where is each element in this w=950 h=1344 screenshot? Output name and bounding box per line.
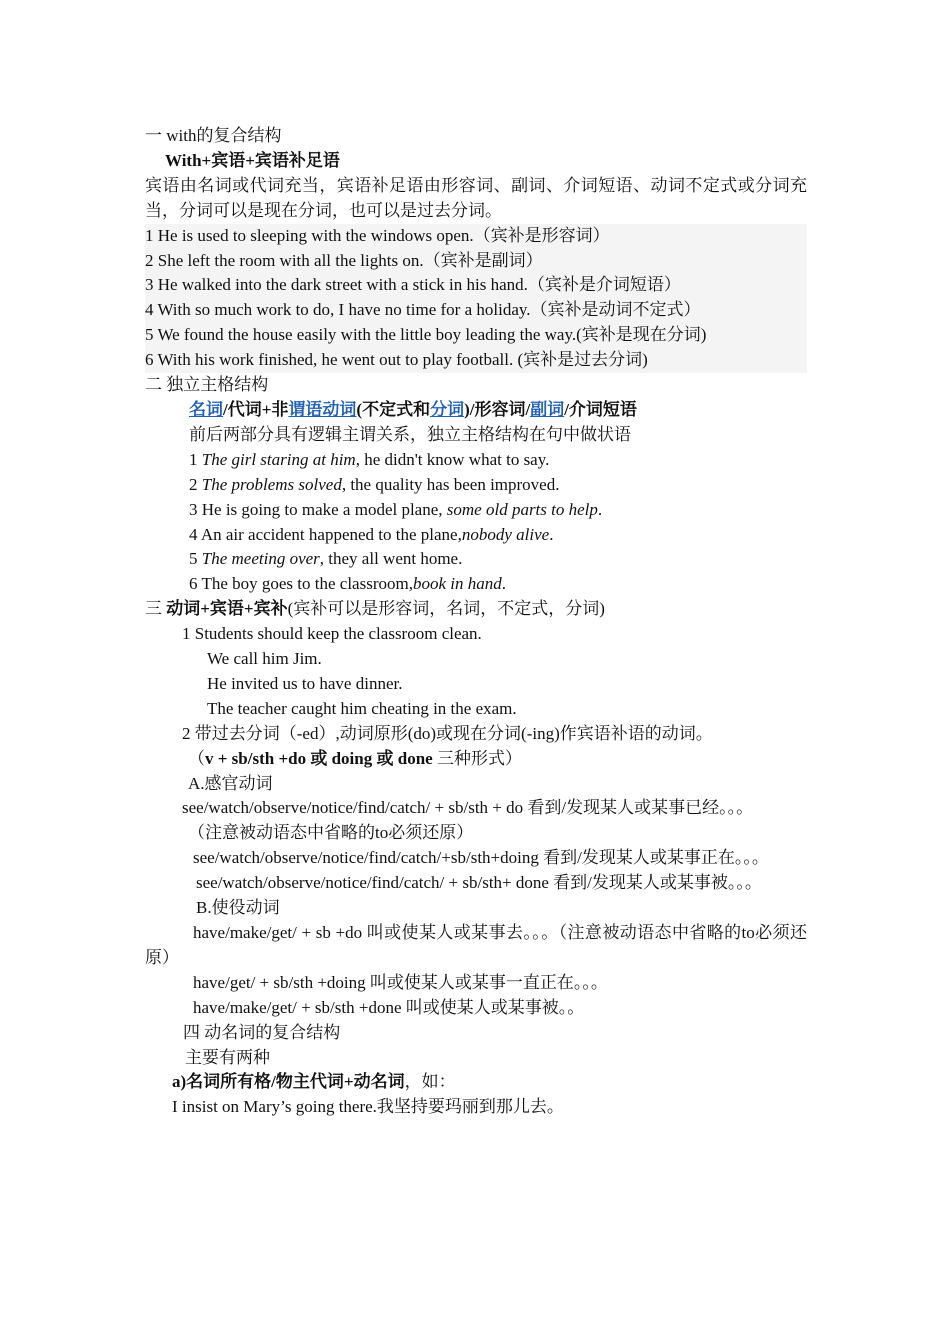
point-2: 2 带过去分词（-ed）,动词原形(do)或现在分词(-ing)作宾语补语的动词。 [182, 723, 713, 743]
example-line: 4 With so much work to do, I have no time for a holiday.（宾补是动词不定式） [145, 300, 701, 320]
subheading-a: A.感官动词 [188, 773, 273, 793]
formula-text: /代词+非 [223, 399, 289, 419]
note-line: （注意被动语态中省略的to必须还原） [188, 823, 474, 843]
link-noun[interactable]: 名词 [189, 399, 223, 419]
formula-text: )/形容词/ [464, 399, 531, 419]
example-line [145, 498, 807, 523]
section-2-heading: 二 独立主格结构 [145, 375, 269, 395]
absolute-phrase: book in hand [412, 574, 502, 594]
section-4-type-a [145, 1070, 807, 1095]
section-3-heading [145, 597, 807, 622]
heading-formula: 动词+宾语+宾补 [166, 599, 288, 619]
section-2-description: 前后两部分具有逻辑主谓关系，独立主格结构在句中做状语 [189, 424, 631, 444]
type-a-rest: ，如： [404, 1072, 456, 1092]
heading-prefix: 三 [145, 599, 167, 619]
section-4-heading: 四 动名词的复合结构 [183, 1022, 341, 1042]
example-number: 4 [189, 524, 201, 544]
pattern-line: see/watch/observe/notice/find/catch/+sb/sth+doing 看到/发现某人或某事正在。。。 [193, 848, 769, 868]
pattern-line: have/make/get/ + sb/sth +done 叫或使某人或某事被。。 [193, 997, 585, 1017]
example-line [145, 448, 807, 473]
subheading-b: B.使役动词 [196, 898, 280, 918]
absolute-phrase: nobody alive [461, 524, 550, 544]
example-line: He invited us to have dinner. [207, 673, 403, 693]
example-number: 6 [189, 574, 202, 594]
pattern-line: see/watch/observe/notice/find/catch/ + sb/sth + do 看到/发现某人或某事已经。。。 [182, 798, 754, 818]
pattern-line: have/make/get/ + sb +do 叫或使某人或某事去。。。（注意被动语态中省略的to必须还原） [145, 923, 807, 967]
pattern-line: see/watch/observe/notice/find/catch/ + sb/sth+ done 看到/发现某人或某事被。。。 [196, 873, 762, 893]
example-line [145, 523, 807, 548]
example-pre: He is going to make a model plane, [201, 499, 447, 519]
example-line: 1 He is used to sleeping with the windows open.（宾补是形容词） [145, 225, 610, 245]
link-adverb[interactable]: 副词 [530, 399, 565, 419]
example-line: The teacher caught him cheating in the exam. [207, 698, 517, 718]
formula-text: (不定式和 [356, 399, 431, 419]
example-line: We call him Jim. [207, 649, 322, 669]
section-1-description: 宾语由名词或代词充当，宾语补足语由形容词、副词、介词短语、动词不定式或分词充当，分词可以是现在分词，也可以是过去分词。 [145, 175, 807, 220]
example-line: 5 We found the house easily with the little boy leading the way.(宾补是现在分词) [145, 325, 707, 345]
forms-formula: v + sb/sth +do 或 doing 或 done [205, 748, 433, 768]
link-participle[interactable]: 分词 [430, 399, 465, 419]
forms-open: （ [188, 748, 205, 768]
heading-note: (宾补可以是形容词，名词，不定式，分词) [287, 599, 605, 619]
example-number: 5 [189, 549, 202, 569]
example-rest: . [501, 574, 506, 594]
example-line: 1 Students should keep the classroom clean. [182, 624, 482, 644]
pattern-line: have/get/ + sb/sth +doing 叫或使某人或某事一直正在。。。 [193, 972, 608, 992]
type-a-formula: a)名词所有格/物主代词+动名词 [172, 1072, 405, 1092]
example-number: 3 [189, 499, 202, 519]
absolute-phrase: The meeting over [201, 549, 320, 569]
example-line [145, 473, 807, 498]
example-rest: , they all went home. [319, 549, 463, 569]
absolute-phrase: some old parts to help [446, 499, 598, 519]
link-predicate-verb[interactable]: 谓语动词 [288, 399, 357, 419]
example-rest: , he didn't know what to say. [355, 449, 550, 469]
example-line [145, 547, 807, 572]
example-rest: . [597, 499, 603, 519]
example-line: I insist on Mary’s going there.我坚持要玛丽到那儿去。 [172, 1097, 564, 1117]
example-line: 2 She left the room with all the lights on.（宾补是副词） [145, 250, 543, 270]
example-pre: The boy goes to the classroom, [201, 574, 413, 594]
section-2-formula [145, 398, 807, 423]
example-pre: An air accident happened to the plane, [200, 524, 462, 544]
absolute-phrase: The problems solved [201, 474, 342, 494]
section-4-subheading: 主要有两种 [185, 1047, 270, 1067]
section-1-title: With+宾语+宾语补足语 [165, 150, 340, 170]
document-page [145, 124, 807, 1120]
example-line [145, 572, 807, 597]
formula-text: /介词短语 [564, 399, 637, 419]
example-rest: . [549, 524, 554, 544]
example-rest: , the quality has been improved. [341, 474, 560, 494]
example-number: 2 [189, 474, 202, 494]
section-1-examples [145, 224, 807, 373]
absolute-phrase: The girl staring at him [201, 449, 356, 469]
example-number: 1 [189, 449, 202, 469]
section-1-heading: 一 with的复合结构 [145, 126, 282, 145]
example-line: 6 With his work finished, he went out to play football. (宾补是过去分词) [145, 350, 648, 370]
forms-rest: 三种形式） [432, 748, 522, 768]
forms-line [145, 747, 807, 772]
example-line: 3 He walked into the dark street with a stick in his hand.（宾补是介词短语） [145, 275, 681, 295]
